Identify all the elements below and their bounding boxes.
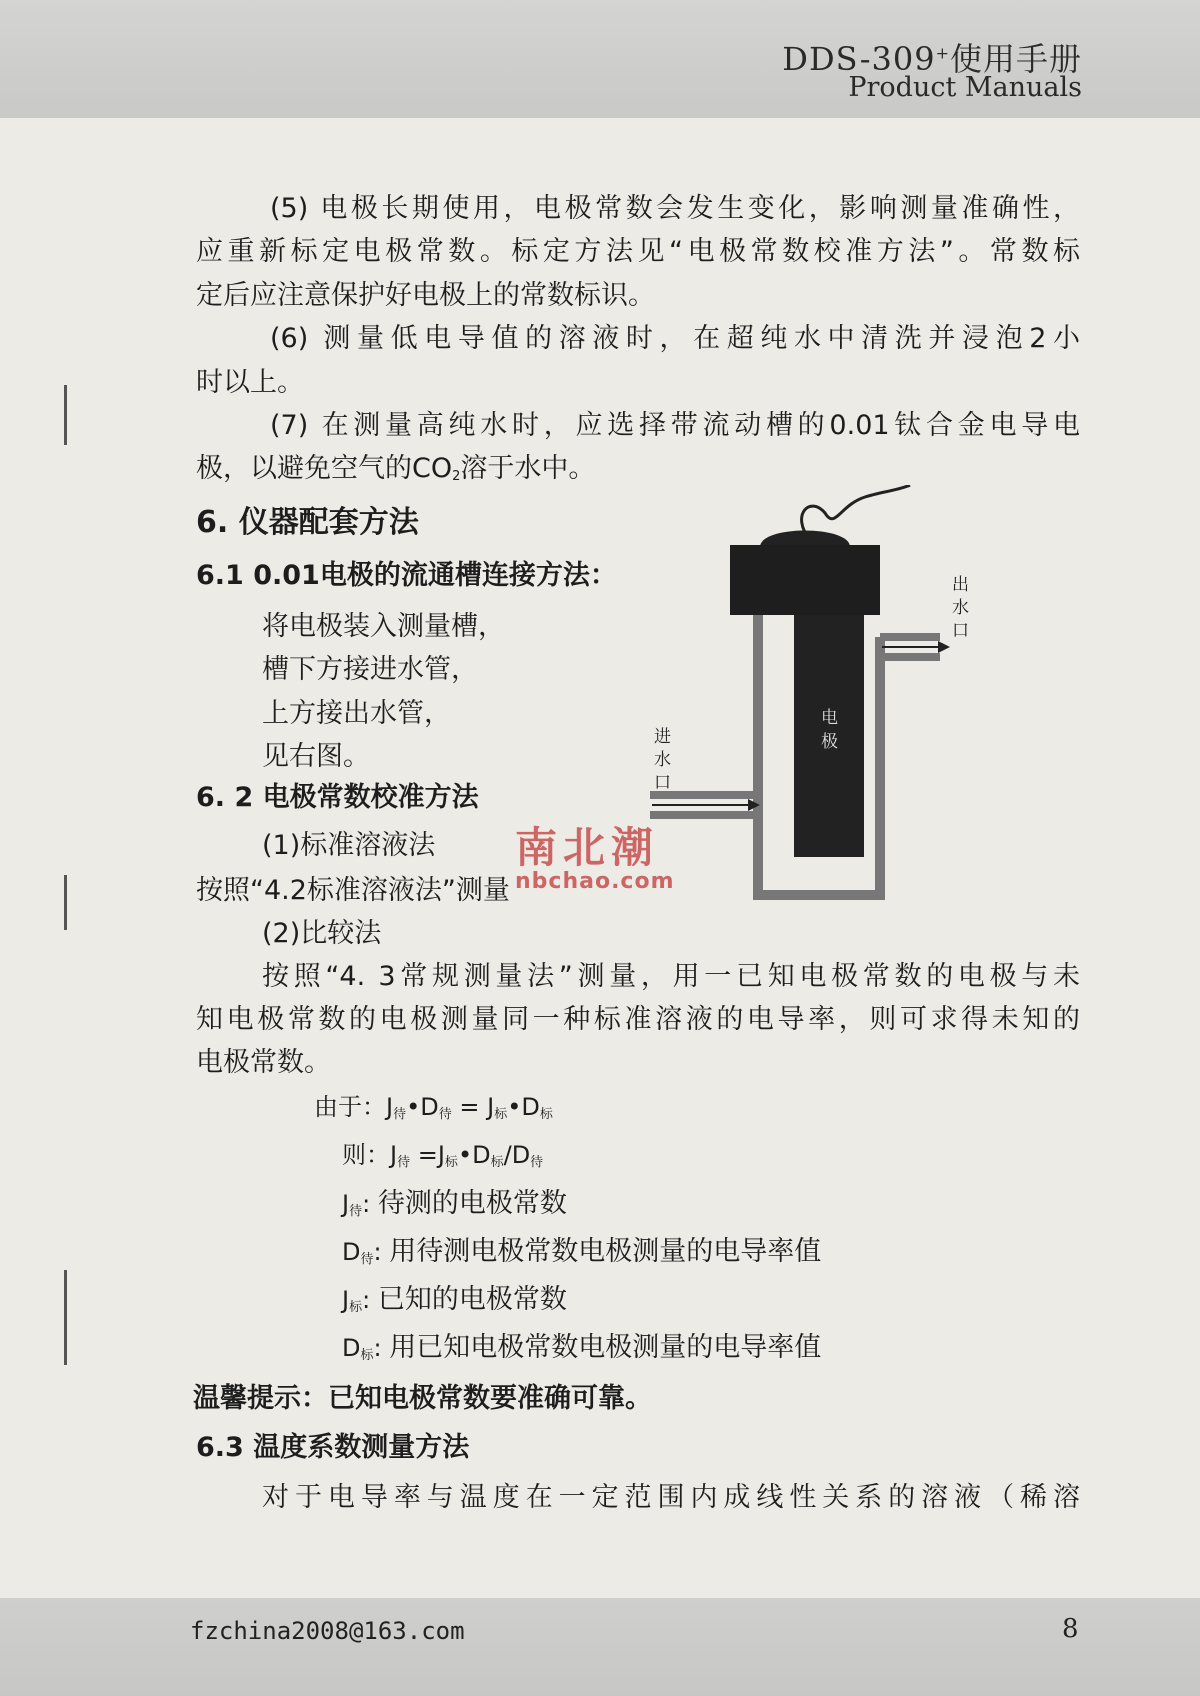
definition-d-dai: $D_待$: 用待测电极常数电极测量的电导率值 — [342, 1236, 822, 1267]
definition-j-dai: $J_待$: 待测的电极常数 — [342, 1188, 567, 1219]
method-2-line-1: 按照“4. 3常规测量法”测量，用一已知电极常数的电极与未 — [262, 961, 1080, 992]
manual-title: DDS-309+使用手册 — [782, 40, 1082, 78]
section-6-3-line-1: 对于电导率与温度在一定范围内成线性关系的溶液（稀溶 — [262, 1482, 1080, 1513]
inlet-label: 进 — [654, 727, 671, 747]
svg-text:水: 水 — [654, 750, 671, 770]
method-2-line-2: 知电极常数的电极测量同一种标准溶液的电导率，则可求得未知的 — [196, 1004, 1080, 1035]
electrode-cap — [760, 531, 850, 548]
section-6-1-heading: 6.1 0.01电极的流通槽连接方法： — [196, 560, 617, 591]
method-2-heading: (2)比较法 — [262, 918, 382, 949]
section-6-3-heading: 6.3 温度系数测量方法 — [196, 1432, 470, 1463]
svg-text:水: 水 — [952, 598, 969, 618]
method-1-heading: (1)标准溶液法 — [262, 830, 436, 861]
electrode-label: 电 — [821, 708, 838, 728]
page-number: 8 — [1062, 1614, 1079, 1644]
definition-d-biao: $D_标$: 用已知电极常数电极测量的电导率值 — [342, 1332, 822, 1363]
method-2-line-3: 电极常数。 — [196, 1047, 331, 1078]
method-1-description: 按照“4.2标准溶液法”测量 — [196, 875, 510, 906]
formula-because: 由于：$J_待•D_待$ = $J_标•D_标$ — [314, 1093, 553, 1122]
section-6-2-heading: 6. 2 电极常数校准方法 — [196, 782, 479, 813]
section-6-1-line-2: 槽下方接进水管， — [262, 654, 478, 685]
binding-mark — [64, 875, 67, 930]
warm-tip: 温馨提示：已知电极常数要准确可靠。 — [193, 1383, 652, 1414]
binding-mark — [64, 1270, 67, 1365]
svg-text:口: 口 — [654, 773, 671, 793]
flow-cell-diagram — [650, 485, 970, 915]
svg-text:口: 口 — [952, 621, 969, 641]
manual-subtitle: Product Manuals — [848, 72, 1082, 103]
paragraph-5-line-2: 应重新标定电极常数。标定方法见“电极常数校准方法”。常数标 — [196, 236, 1080, 267]
section-6-heading: 6. 仪器配套方法 — [196, 505, 419, 540]
section-6-1-line-1: 将电极装入测量槽， — [262, 611, 505, 642]
paragraph-6-line-2: 时以上。 — [196, 367, 304, 398]
formula-then: 则：$J_待$ $=J_标•D_标/D_待$ — [342, 1141, 544, 1170]
definition-j-biao: $J_标$: 已知的电极常数 — [342, 1284, 567, 1315]
paragraph-7-line-2: 极，以避免空气的$CO_2$溶于水中。 — [196, 453, 596, 484]
svg-text:极: 极 — [821, 732, 838, 752]
outlet-label: 出 — [952, 575, 969, 595]
section-6-1-line-3: 上方接出水管， — [262, 698, 451, 729]
flow-cell-lid — [730, 545, 880, 615]
site-watermark: 南北潮 nbchao.com — [515, 823, 675, 894]
contact-email: fzchina2008@163.com — [190, 1617, 465, 1645]
section-6-1-line-4: 见右图。 — [262, 741, 370, 772]
paragraph-7-line-1: (7) 在测量高纯水时，应选择带流动槽的0.01钛合金电导电 — [270, 410, 1080, 441]
paragraph-6-line-1: (6) 测量低电导值的溶液时，在超纯水中清洗并浸泡2小 — [270, 323, 1080, 354]
binding-mark — [64, 385, 67, 445]
paragraph-5-line-3: 定后应注意保护好电极上的常数标识。 — [196, 280, 655, 311]
page-footer — [0, 1598, 1200, 1696]
paragraph-5-line-1: (5) 电极长期使用，电极常数会发生变化，影响测量准确性， — [270, 193, 1080, 224]
